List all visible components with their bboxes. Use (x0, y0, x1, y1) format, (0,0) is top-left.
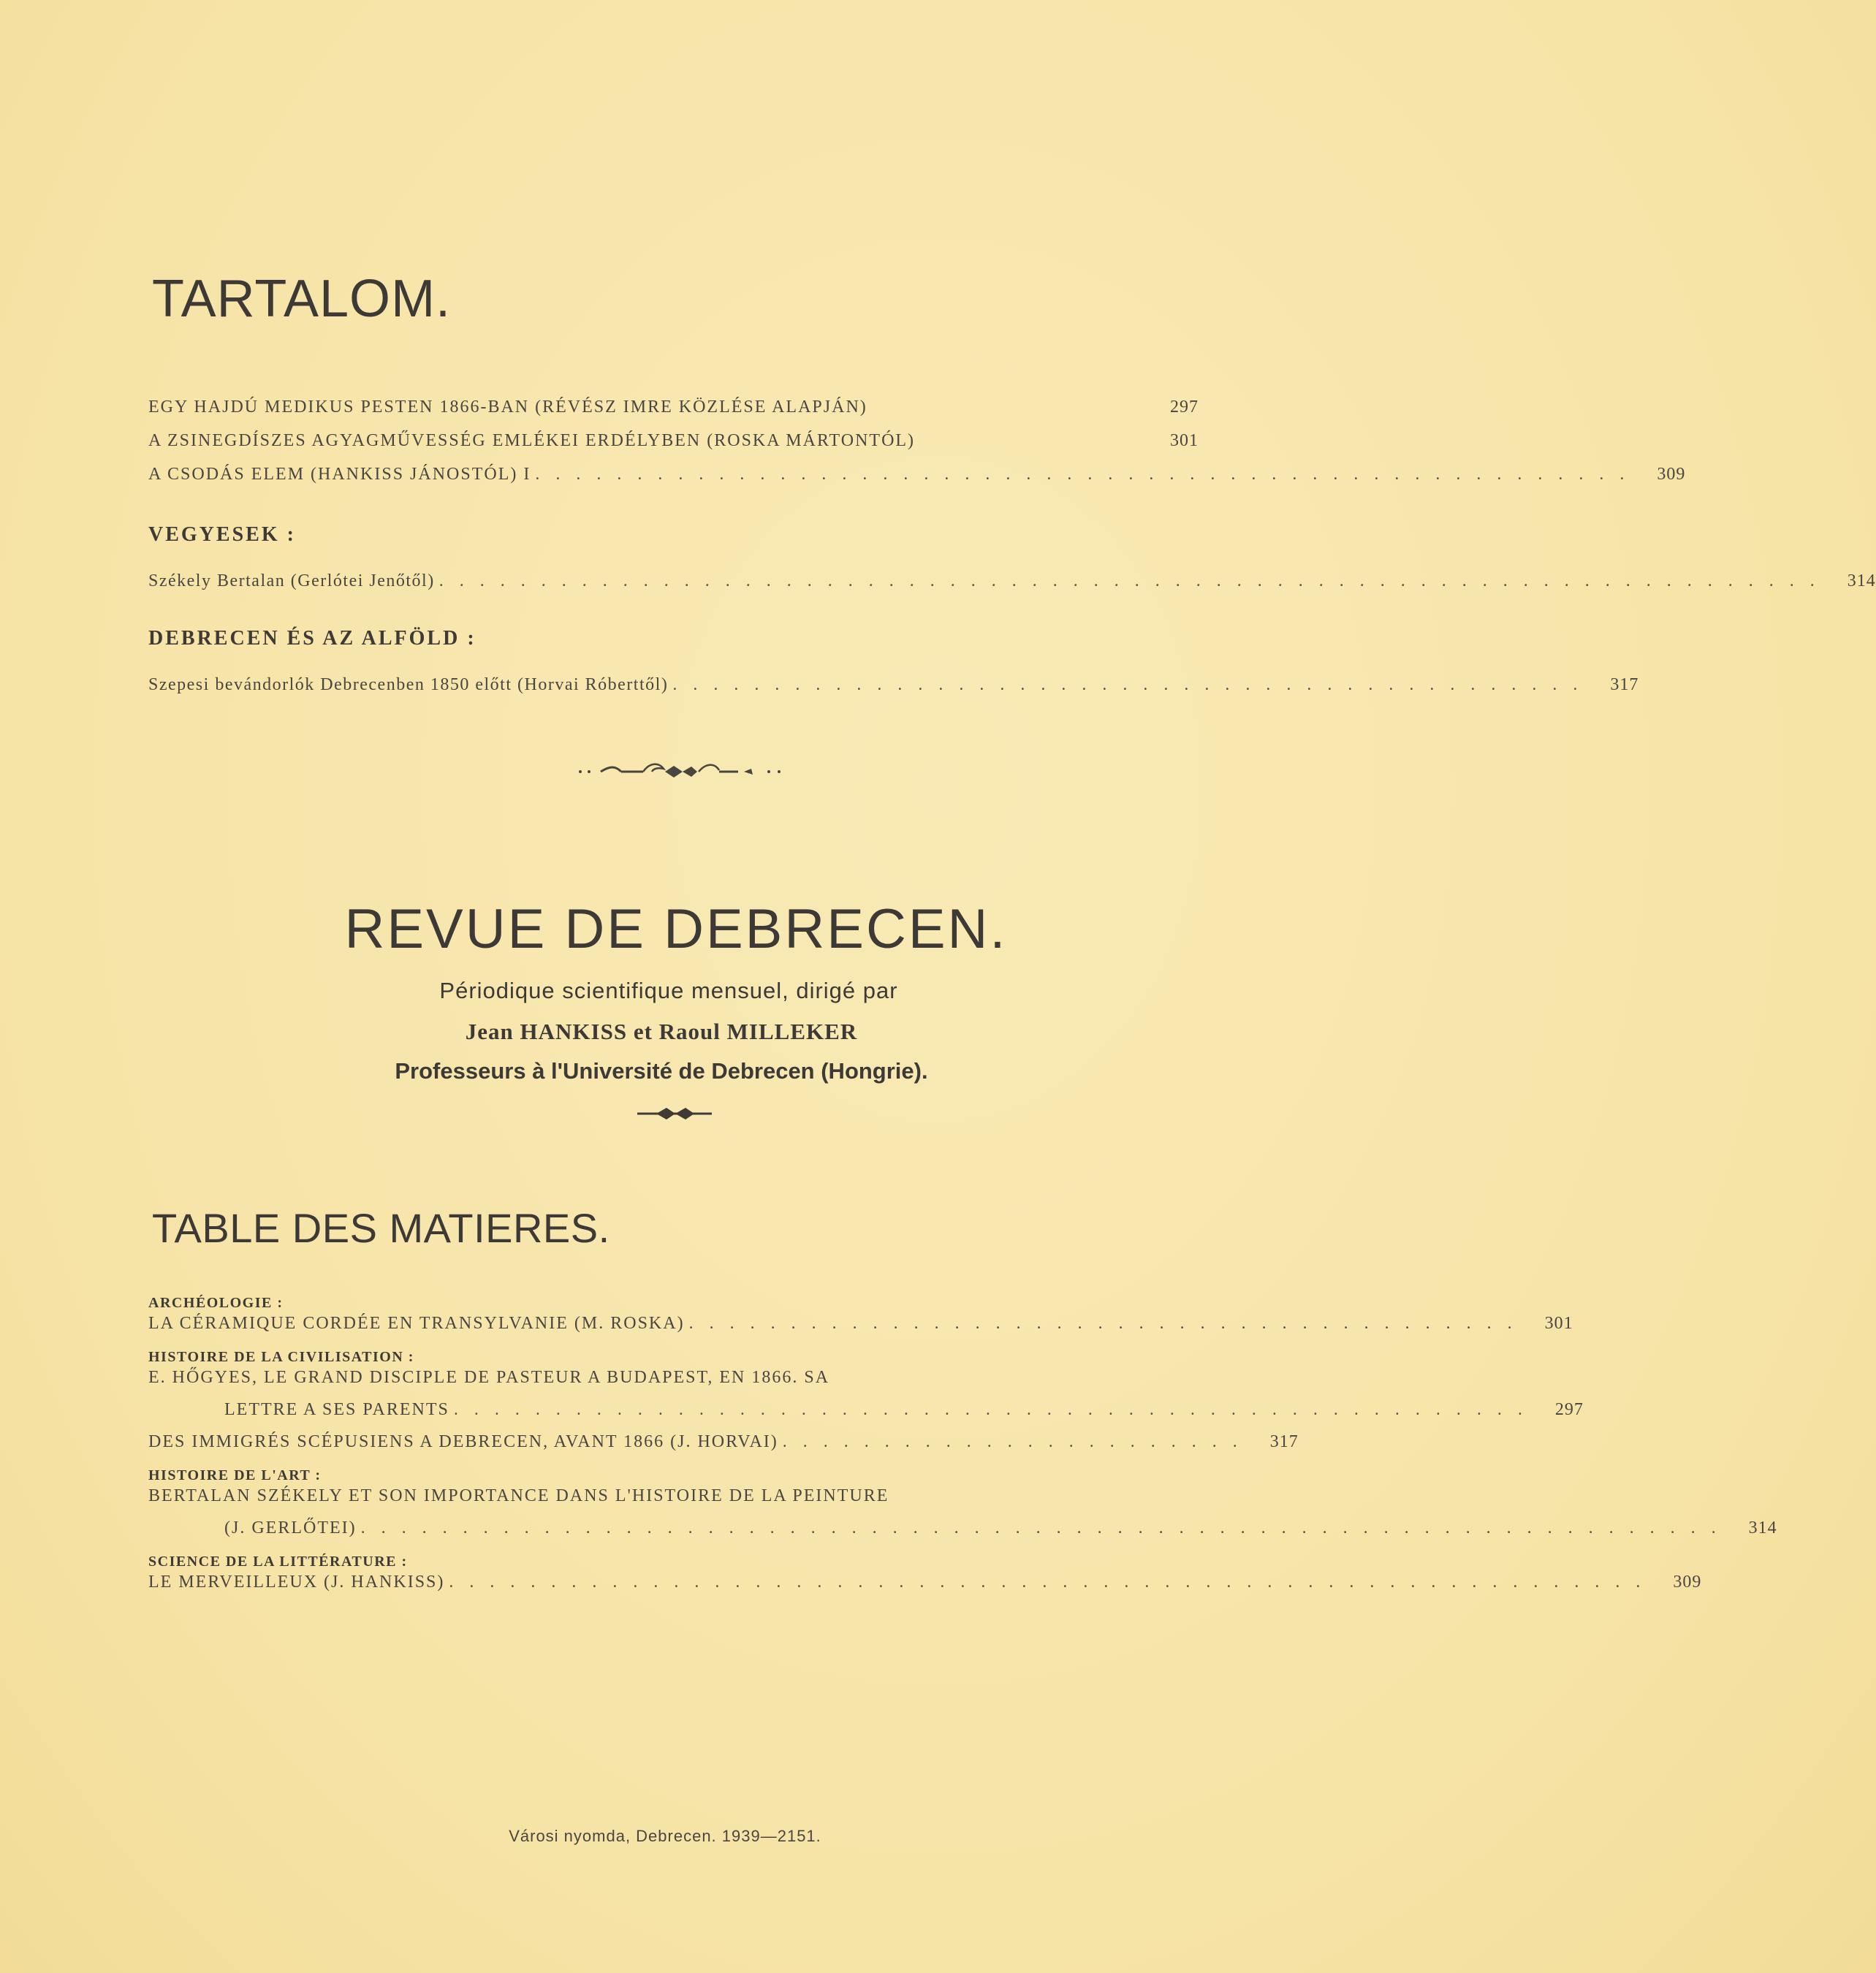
toc-entry-label: Székely Bertalan (Gerlótei Jenőtől) (148, 571, 435, 590)
toc-entry (148, 431, 1199, 465)
table-title: TABLE DES MATIERES. (152, 1205, 610, 1251)
revue-subtitle: Périodique scientifique mensuel, dirigé par (439, 978, 898, 1003)
toc-entry-page: 301 (1170, 431, 1199, 450)
toc-entry-page: 314 (1748, 1518, 1777, 1537)
section-heading-debrecen: DEBRECEN ÉS AZ ALFÖLD : (148, 627, 476, 650)
toc-entry: LE MERVEILLEUX (J. HANKISS) . . . . . . . . . . . . . . . . . . . . . . . . . . . . . . . . . . . . . . . . . . . . . . . . . . . . . . . . . . . 309 (148, 1573, 1702, 1592)
toc-entry-label: LE MERVEILLEUX (J. HANKISS) (148, 1573, 445, 1592)
toc-entry: LA CÉRAMIQUE CORDÉE EN TRANSYLVANIE (M. ROSKA) . . . . . . . . . . . . . . . . . . . . . . . . . . . . . . . . . . . . . . . . . 301 (148, 1314, 1573, 1333)
ornament-divider-icon (570, 757, 789, 786)
toc-entry-label: (J. GERLŐTEI) (224, 1518, 357, 1537)
toc-entry: Szepesi bevándorlók Debrecenben 1850 előtt (Horvai Róberttől) . . . . . . . . . . . . . . . . . . . . . . . . . . . . . . . . . . . . . . . . . . . . . 317 (148, 675, 1639, 694)
toc-entry-label: DES IMMIGRÉS SCÉPUSIENS A DEBRECEN, AVANT 1866 (J. HORVAI) (148, 1432, 778, 1451)
toc-entry (148, 398, 1199, 431)
toc-entry-page: 309 (1673, 1573, 1702, 1592)
printer-imprint: Városi nyomda, Debrecen. 1939—2151. (509, 1827, 821, 1845)
toc-entry: A CSODÁS ELEM (HANKISS JÁNOSTÓL) I . . . . . . . . . . . . . . . . . . . . . . . . . . . . . . . . . . . . . . . . . . . . . . . . . . . . . . 309 (148, 465, 1686, 484)
toc-entry-label: Szepesi bevándorlók Debrecenben 1850 előtt (Horvai Róberttől) (148, 675, 669, 694)
toc-entry-label: BERTALAN SZÉKELY ET SON IMPORTANCE DANS L'HISTOIRE DE LA PEINTURE (148, 1486, 889, 1505)
toc-entry: DES IMMIGRÉS SCÉPUSIENS A DEBRECEN, AVANT 1866 (J. HORVAI) . . . . . . . . . . . . . . . . . . . . . . . 317 (148, 1432, 1299, 1451)
toc-entry: LETTRE A SES PARENTS . . . . . . . . . . . . . . . . . . . . . . . . . . . . . . . . . . . . . . . . . . . . . . . . . . . . . 297 (224, 1400, 1584, 1419)
toc-entry-page: 317 (1610, 675, 1639, 694)
small-ornament-icon (634, 1105, 715, 1122)
group-heading-science-litterature: SCIENCE DE LA LITTÉRATURE : (148, 1554, 408, 1570)
revue-title: REVUE DE DEBRECEN. (344, 898, 1008, 960)
group-heading-archeologie: ARCHÉOLOGIE : (148, 1295, 284, 1311)
tartalom-title: TARTALOM. (152, 270, 452, 328)
toc-entry-page: 309 (1657, 465, 1686, 484)
toc-entry-page: 301 (1544, 1314, 1573, 1333)
toc-entry: Székely Bertalan (Gerlótei Jenőtől) . . . . . . . . . . . . . . . . . . . . . . . . . . . . . . . . . . . . . . . . . . . . . . . . . . . . . . . . . . . . . . . . . . . . 314 (148, 571, 1876, 590)
toc-entry-label: A CSODÁS ELEM (HANKISS JÁNOSTÓL) I (148, 465, 531, 484)
group-heading-histoire-art: HISTOIRE DE L'ART : (148, 1467, 322, 1483)
toc-entry-page: 297 (1170, 398, 1199, 417)
toc-entry-line (148, 1368, 1199, 1400)
toc-entry-label: A ZSINEGDÍSZES AGYAGMŰVESSÉG EMLÉKEI ERDÉLYBEN (ROSKA MÁRTONTÓL) (148, 431, 916, 450)
table-entries (148, 1292, 1777, 1605)
toc-entry: (J. GERLŐTEI) . . . . . . . . . . . . . . . . . . . . . . . . . . . . . . . . . . . . . . . . . . . . . . . . . . . . . . . . . . . . . . . . . . . 314 (224, 1518, 1777, 1537)
toc-entry-page: 297 (1554, 1400, 1584, 1419)
section-heading-vegyesek: VEGYESEK : (148, 523, 296, 546)
toc-entry-label: EGY HAJDÚ MEDIKUS PESTEN 1866-BAN (RÉVÉSZ IMRE KÖZLÉSE ALAPJÁN) (148, 398, 867, 417)
toc-entry-page: 317 (1269, 1432, 1299, 1451)
tartalom-entries (148, 398, 1686, 498)
toc-entry-label: E. HŐGYES, LE GRAND DISCIPLE DE PASTEUR A BUDAPEST, EN 1866. SA (148, 1368, 830, 1387)
revue-affiliation: Professeurs à l'Université de Debrecen (Hongrie). (395, 1058, 928, 1084)
debrecen-entries (148, 675, 1639, 695)
toc-entry-label: LETTRE A SES PARENTS (224, 1400, 449, 1419)
toc-entry-label: LA CÉRAMIQUE CORDÉE EN TRANSYLVANIE (M. ROSKA) (148, 1314, 685, 1333)
vegyesek-entries (148, 571, 1876, 591)
toc-entry-line (148, 1486, 1199, 1518)
revue-editors: Jean HANKISS et Raoul MILLEKER (465, 1019, 858, 1044)
toc-entry-page: 314 (1847, 571, 1876, 590)
group-heading-histoire-civilisation: HISTOIRE DE LA CIVILISATION : (148, 1349, 414, 1365)
